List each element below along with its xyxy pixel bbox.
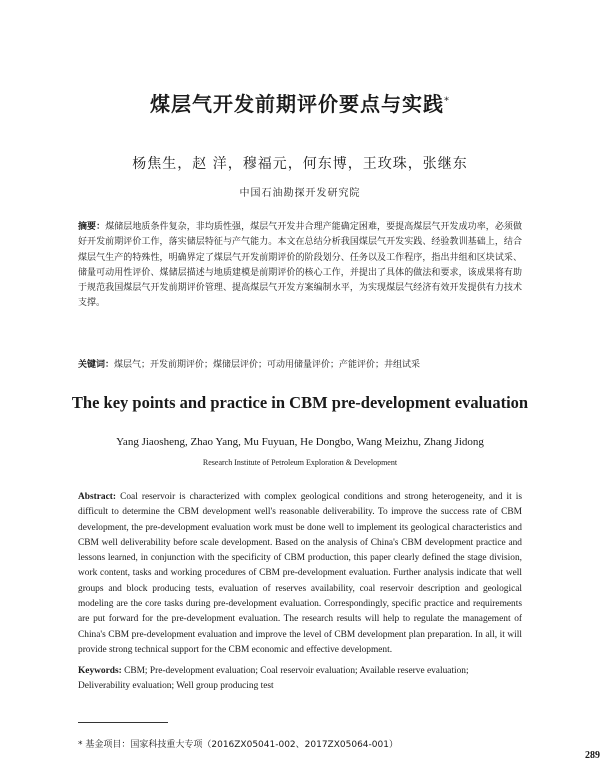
funding-footnote: * 基金项目：国家科技重大专项（2016ZX05041-002、2017ZX05064-001） xyxy=(78,740,398,750)
english-keywords-label: Keywords: xyxy=(78,666,122,676)
english-abstract-text: Coal reservoir is characterized with complex geological conditions and strong heterogeneity, and it is difficult to determine the CBM development well's reasonable deliverability. To improve the success rate of CBM development, the pre-development evaluation work must be done well to implement its geological characteristics and CBM well deliverability before scale development. Based on the analysis of China's CBM development practice and lessons learned, in conjunction with the specificity of CBM production, this paper clearly defined the stage division, work content, tasks and working procedures of CBM pre-development evaluation. Further analysis indicate that well groups and block producing tests, evaluation of reserves availability, coal reservoir description and geological modeling are the core tasks during pre-development evaluation. Correspondingly, specific practice and requirements are put forward for the pre-development evaluation. The research results will help to regulate the management of China's CBM pre-development evaluation and improve the level of CBM development plan preparation. In all, it will provide strong technical support for the CBM economic and effective development. xyxy=(78,492,523,655)
english-title: The key points and practice in CBM pre-development evaluation xyxy=(71,393,529,412)
footnote-divider xyxy=(78,722,168,723)
chinese-abstract-text: 煤储层地质条件复杂，非均质性强，煤层气开发井合理产能确定困难，要提高煤层气开发成功率，必须做好开发前期评价工作，落实储层特征与产气能力。本文在总结分析我国煤层气开发实践、经验教训基础上，结合煤层气生产的特殊性，明确界定了煤层气开发前期评价的阶段划分、任务以及工作程序，指出井组和区块试采、储量可动用性评价、煤储层描述与地质建模是前期评价的核心工作，并提出了具体的做法和要求，该成果将有助于规范我国煤层气开发前期评价管理、提高煤层气开发方案编制水平，为实现煤层气经济有效开发提供有力技术支撑。 xyxy=(78,222,522,309)
english-abstract-label: Abstract: xyxy=(78,492,117,502)
chinese-abstract-label: 摘要： xyxy=(78,222,106,232)
chinese-title xyxy=(0,88,600,117)
english-authors: Yang Jiaosheng, Zhao Yang, Mu Fuyuan, He Dongbo, Wang Meizhu, Zhang Jidong xyxy=(116,436,484,448)
chinese-affiliation: 中国石油勘探开发研究院 xyxy=(239,188,361,199)
chinese-title-text: 煤层气开发前期评价要点与实践 xyxy=(150,92,444,116)
english-keywords xyxy=(78,664,522,695)
chinese-keywords-text: 煤层气；开发前期评价；煤储层评价；可动用储量评价；产能评价；井组试采 xyxy=(114,360,421,370)
chinese-abstract xyxy=(78,220,522,312)
page-number: 289 xyxy=(585,750,600,761)
chinese-keywords xyxy=(78,358,522,373)
chinese-authors: 杨焦生，赵 洋，穆福元，何东博，王玫珠，张继东 xyxy=(132,156,468,172)
english-abstract xyxy=(78,490,522,658)
english-affiliation: Research Institute of Petroleum Exploration & Development xyxy=(202,458,398,467)
chinese-keywords-label: 关键词： xyxy=(78,360,115,370)
english-keywords-text: CBM; Pre-development evaluation; Coal reservoir evaluation; Available reserve evaluation; Deliverability evaluation; Well group producing test xyxy=(78,666,469,692)
title-footnote-mark: * xyxy=(444,95,450,107)
